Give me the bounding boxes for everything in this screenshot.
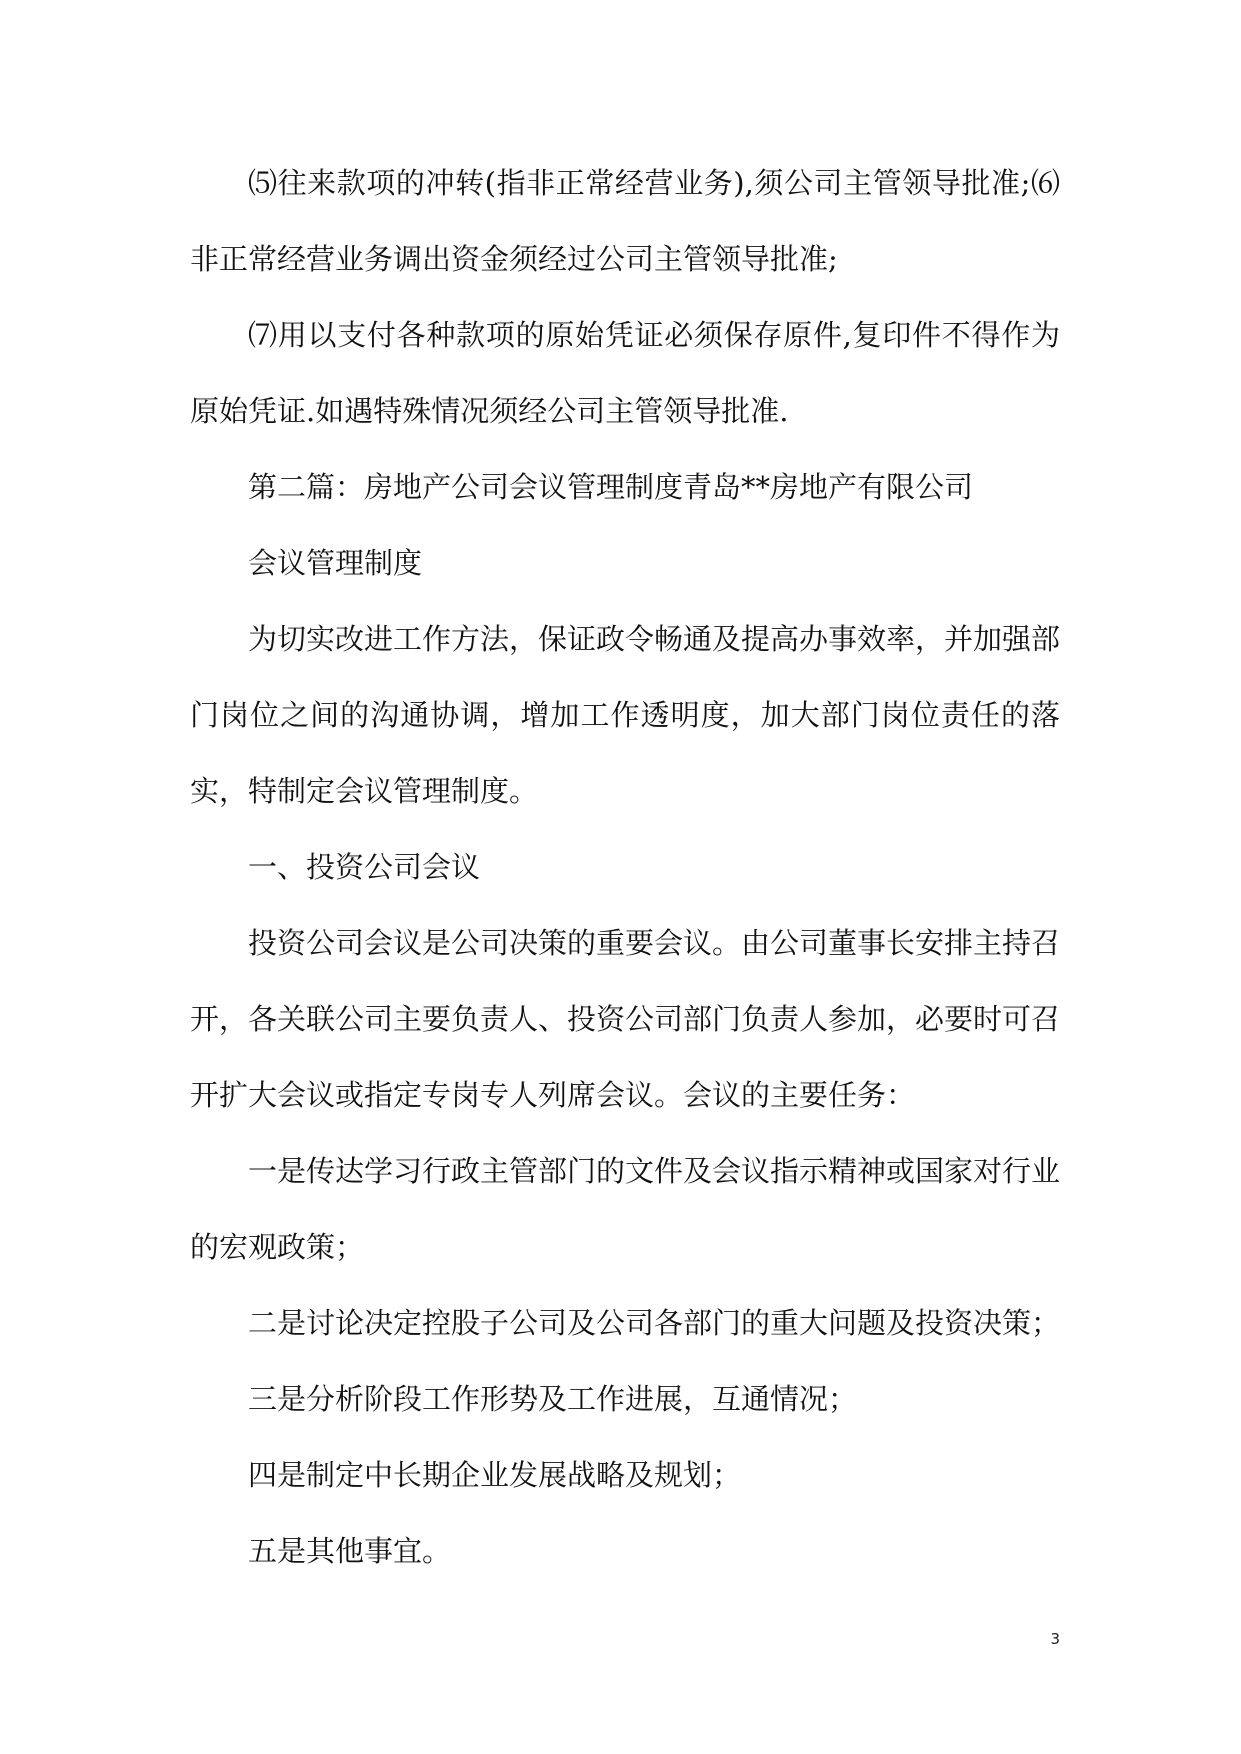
document-body (190, 145, 1060, 1589)
paragraph-purpose: 为切实改进工作方法，保证政令畅通及提高办事效率，并加强部门岗位之间的沟通协调，增加工作透明度，加大部门岗位责任的落实，特制定会议管理制度。 (190, 622, 1061, 808)
page-number: 3 (1050, 1630, 1060, 1648)
task-item-5: 五是其他事宜。 (248, 1534, 452, 1568)
section-heading-part-two: 第二篇：房地产公司会议管理制度青岛**房地产有限公司 (248, 470, 974, 504)
section-heading-investment-meeting: 一、投资公司会议 (248, 850, 481, 884)
task-item-1: 一是传达学习行政主管部门的文件及会议指示精神或国家对行业的宏观政策； (190, 1154, 1061, 1264)
paragraph-investment-meeting: 投资公司会议是公司决策的重要会议。由公司董事长安排主持召开，各关联公司主要负责人、投资公司部门负责人参加，必要时可召开扩大会议或指定专岗专人列席会议。会议的主要任务： (190, 926, 1061, 1112)
task-item-3: 三是分析阶段工作形势及工作进展，互通情况； (248, 1382, 858, 1416)
paragraph-payment-rules-5-6: ⑸往来款项的冲转(指非正常经营业务),须公司主管领导批准;⑹非正常经营业务调出资金须经过公司主管领导批准; (190, 166, 1060, 276)
task-item-4: 四是制定中长期企业发展战略及规划； (248, 1458, 742, 1492)
document-title: 会议管理制度 (248, 546, 423, 580)
paragraph-payment-rules-7: ⑺用以支付各种款项的原始凭证必须保存原件,复印件不得作为原始凭证.如遇特殊情况须经公司主管领导批准. (190, 318, 1060, 428)
task-item-2: 二是讨论决定控股子公司及公司各部门的重大问题及投资决策； (248, 1306, 1061, 1340)
